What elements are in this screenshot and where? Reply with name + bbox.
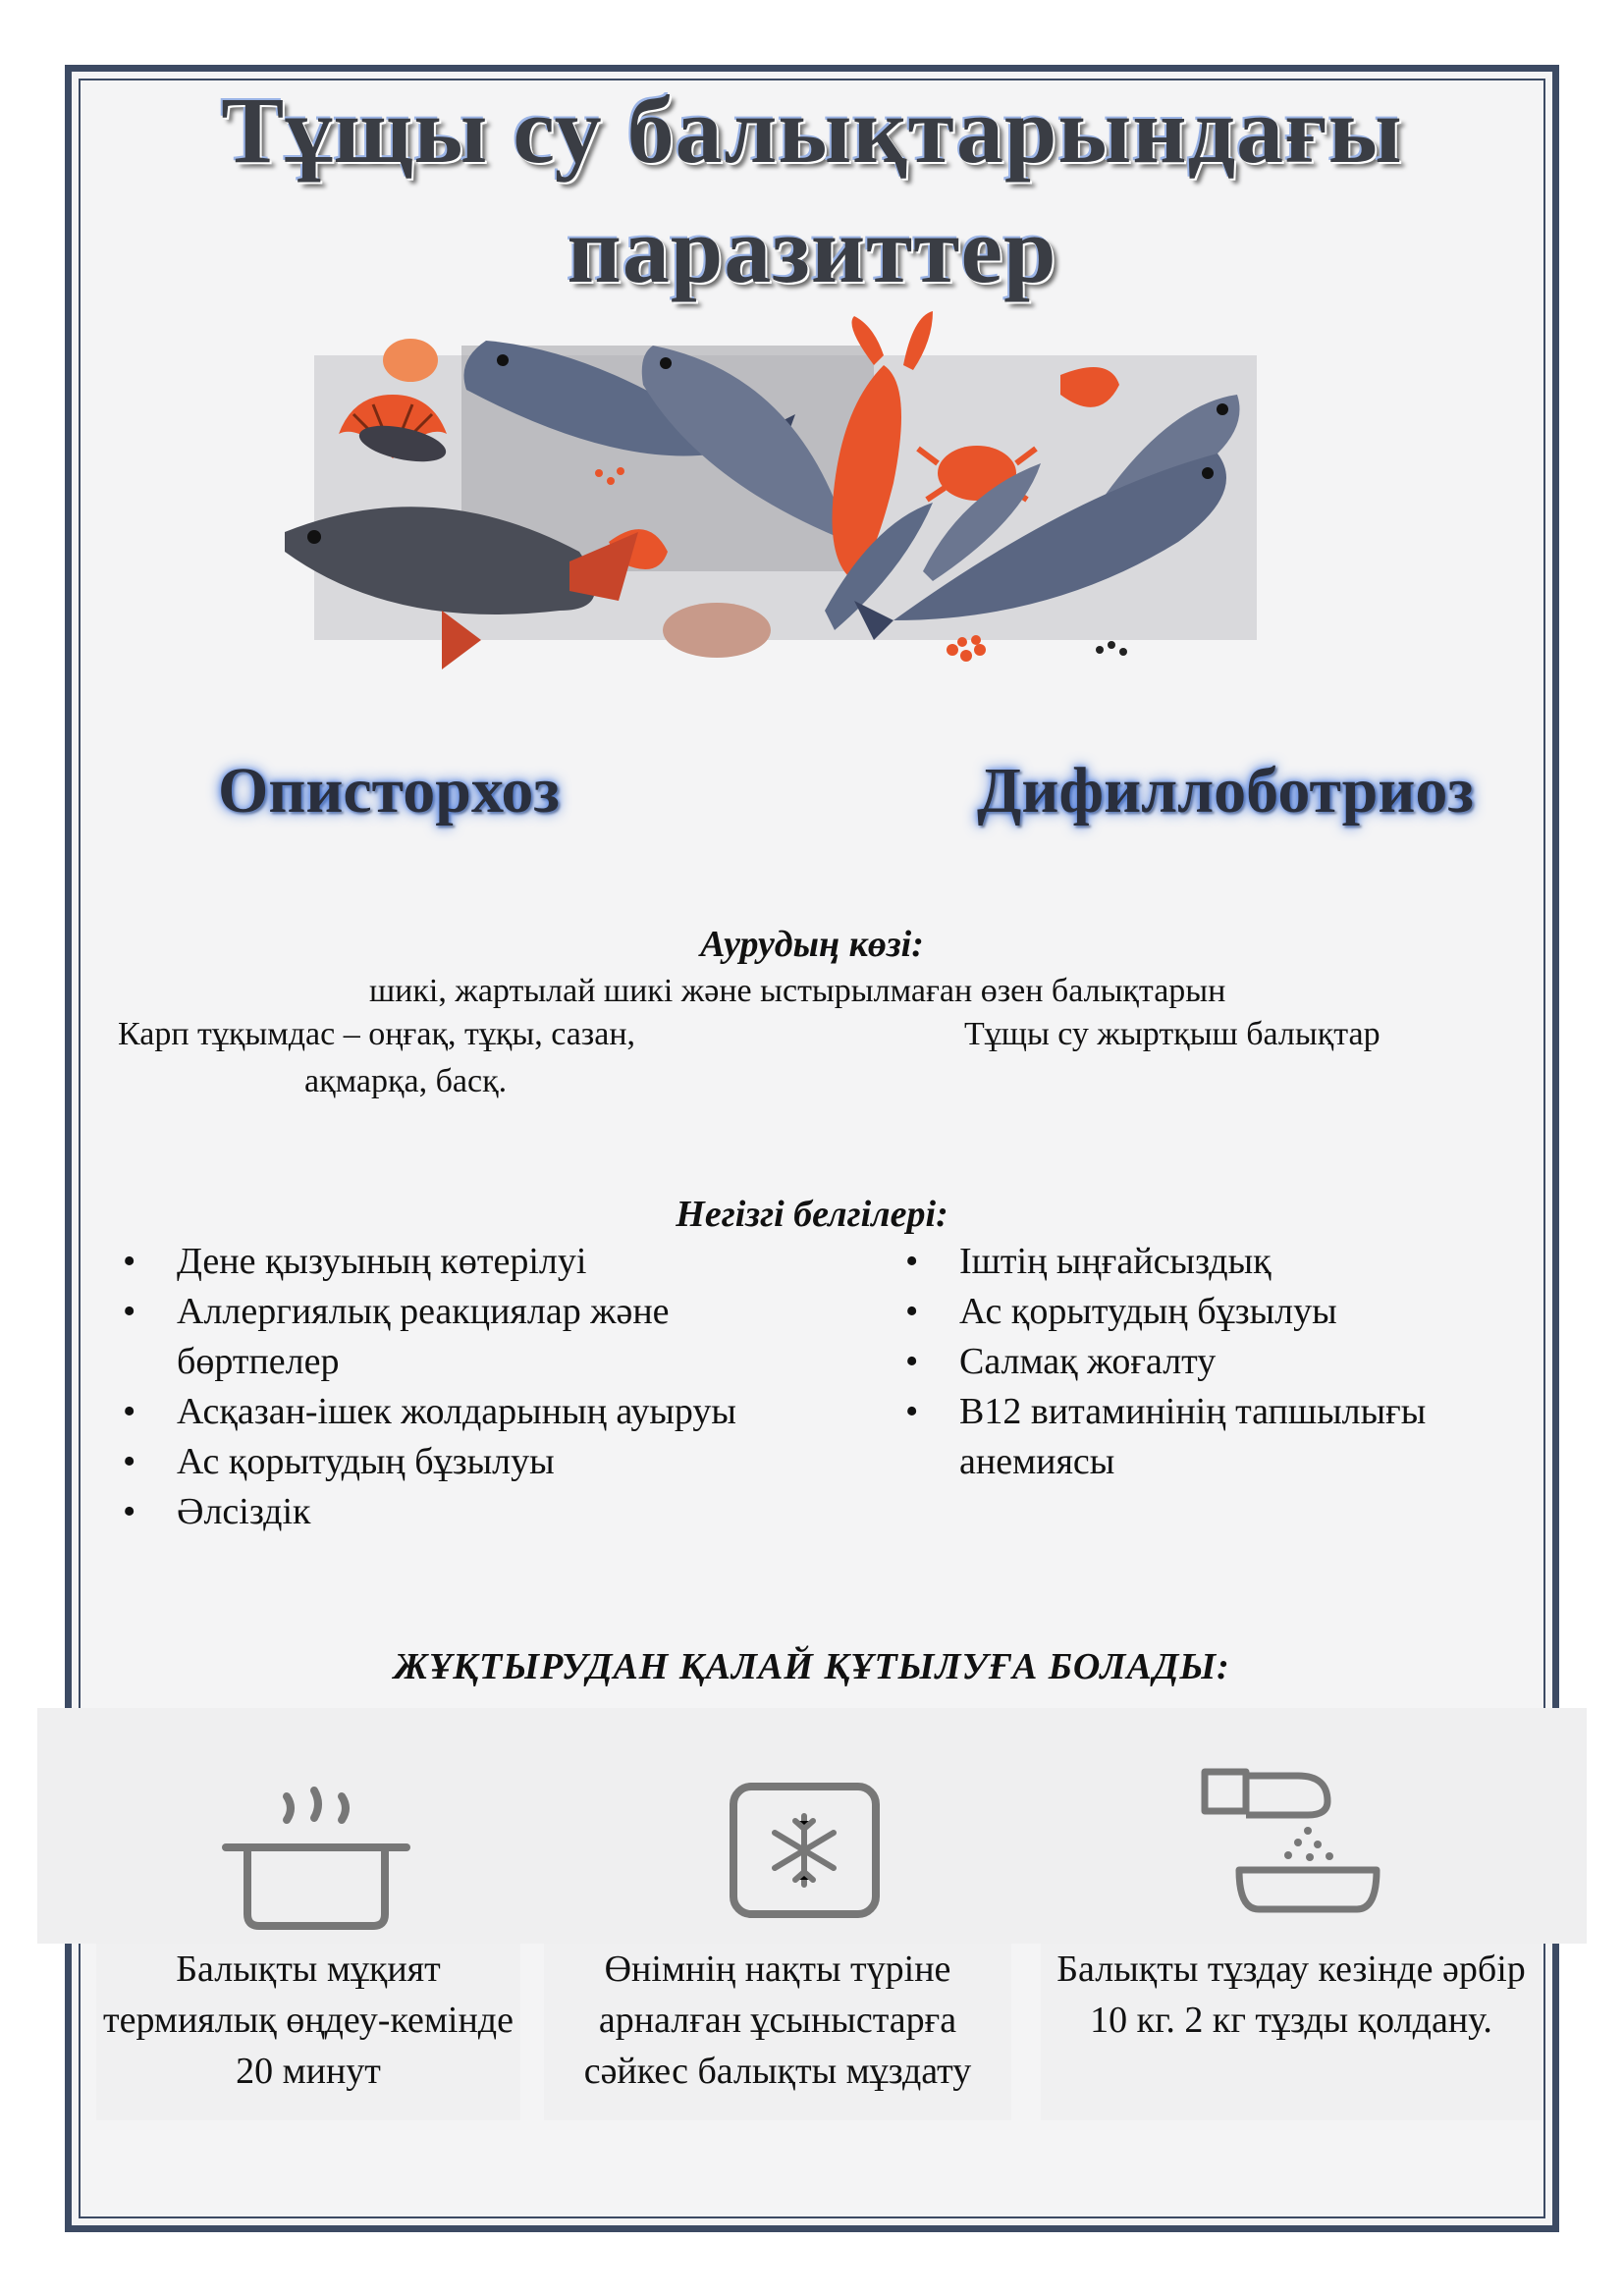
list-item: • Дене қызуының көтерілуі <box>123 1237 810 1287</box>
list-item: • Ас қорытудың бұзылуы <box>905 1287 1534 1337</box>
disease-opisthorchiasis: Описторхоз <box>218 755 560 827</box>
page-title-line2: паразиттер <box>567 197 1057 302</box>
source-right-text: Тұщы су жыртқыш балықтар <box>964 1016 1380 1052</box>
source-left-line1: Карп тұқымдас – оңғақ, тұқы, сазан, <box>118 1016 636 1052</box>
page-title-line1: Тұщы су балықтарындағы <box>221 78 1403 183</box>
salt-shaker-bowl-icon <box>1200 1762 1386 1919</box>
list-item: • Салмақ жоғалту <box>905 1337 1534 1387</box>
list-item: • Асқазан-ішек жолдарының ауыруы <box>123 1387 810 1437</box>
freezer-snowflake-icon <box>729 1782 881 1919</box>
prevention-text-cooking: Балықты мұқият термиялық өңдеу-кемінде 20 минут <box>96 1944 520 2120</box>
list-item: • Әлсіздік <box>123 1487 810 1537</box>
list-item: • Іштің ыңғайсыздық <box>905 1237 1534 1287</box>
prevention-text-salting: Балықты тұздау кезінде әрбір 10 кг. 2 кг тұзды қолдану. <box>1041 1944 1542 2120</box>
source-left-line2: ақмарқа, басқ. <box>304 1063 508 1099</box>
oyster-icon <box>663 603 771 658</box>
black-caviar-icon <box>1096 641 1127 656</box>
fish-seafood-illustration <box>245 306 1326 728</box>
orange-shell-icon <box>383 339 438 382</box>
prevention-heading: ЖҰҚТЫРУДАН ҚАЛАЙ ҚҰТЫЛУҒА БОЛАДЫ: <box>394 1646 1230 1687</box>
source-heading: Аурудың көзі: <box>700 924 924 965</box>
list-item: • Аллергиялық реакциялар және бөртпелер <box>123 1287 810 1387</box>
symptoms-list-left <box>123 1237 810 1537</box>
source-common-text: шикі, жартылай шикі және ыстырылмаған өзен балықтарын <box>369 973 1226 1009</box>
list-item: • В12 витаминінің тапшылығы анемиясы <box>905 1387 1534 1487</box>
symptoms-list-right <box>905 1237 1534 1487</box>
list-item: • Ас қорытудың бұзылуы <box>123 1437 810 1487</box>
cooking-pot-icon <box>218 1777 414 1934</box>
symptoms-heading: Негізгі белгілері: <box>676 1194 948 1235</box>
disease-diphyllobothriasis: Дифиллоботриоз <box>977 755 1474 827</box>
prevention-text-freezing: Өнімнің нақты түріне арналған ұсыныстарға сәйкес балықты мұздату <box>544 1944 1011 2120</box>
